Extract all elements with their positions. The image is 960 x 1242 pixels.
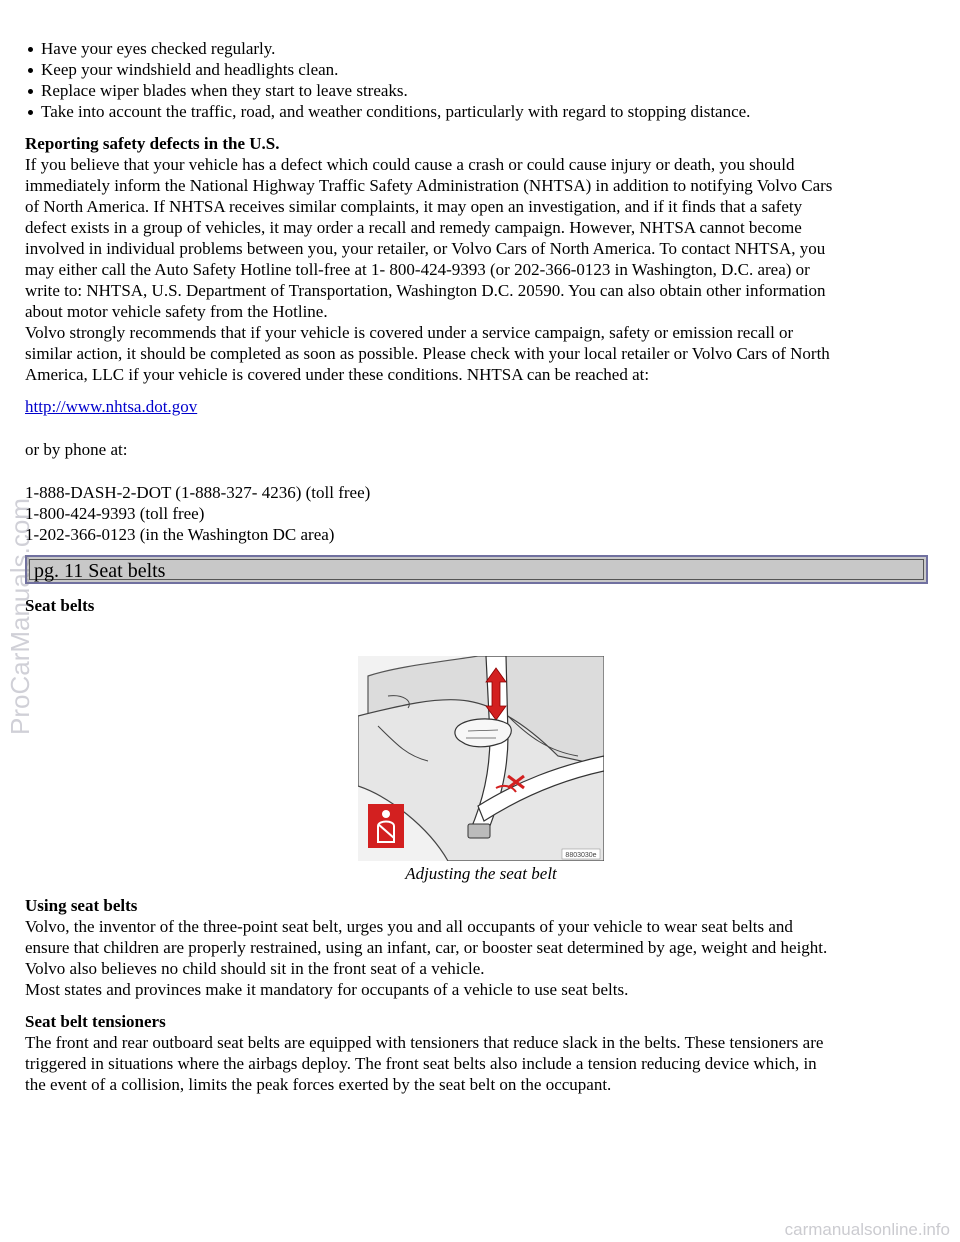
paragraph-line: immediately inform the National Highway Traffic Safety Administration (NHTSA) in addition to notifying Volvo Cars bbox=[25, 176, 833, 195]
list-item: Keep your windshield and headlights clean. bbox=[25, 59, 937, 80]
paragraph-line: defect exists in a group of vehicles, it may order a recall and remedy campaign. However, NHTSA cannot become bbox=[25, 218, 802, 237]
paragraph-line: may either call the Auto Safety Hotline toll-free at 1- 800-424-9393 (or 202-366-0123 in Washington, D.C. area) or bbox=[25, 260, 810, 279]
paragraph-line: Most states and provinces make it mandatory for occupants of a vehicle to use seat belts. bbox=[25, 980, 629, 999]
reporting-heading: Reporting safety defects in the U.S. bbox=[25, 134, 280, 153]
paragraph-line: The front and rear outboard seat belts are equipped with tensioners that reduce slack in the belts. These tensioners are bbox=[25, 1033, 824, 1052]
nhtsa-link[interactable]: http://www.nhtsa.dot.gov bbox=[25, 397, 198, 416]
paragraph-line: involved in individual problems between you, your retailer, or Volvo Cars of North America. To contact NHTSA, you bbox=[25, 239, 826, 258]
section-header-bar bbox=[25, 555, 928, 584]
paragraph-line: Volvo strongly recommends that if your vehicle is covered under a service campaign, safety or emission recall or bbox=[25, 323, 794, 342]
paragraph-line: similar action, it should be completed as soon as possible. Please check with your local retailer or Volvo Cars of North bbox=[25, 344, 830, 363]
seat-belts-heading: Seat belts bbox=[25, 596, 95, 615]
list-item: Replace wiper blades when they start to leave streaks. bbox=[25, 80, 937, 101]
bottom-watermark: carmanualsonline.info bbox=[784, 1220, 950, 1239]
paragraph-line: the event of a collision, limits the peak forces exerted by the seat belt on the occupant. bbox=[25, 1075, 612, 1094]
phone-line: 1-888-DASH-2-DOT (1-888-327- 4236) (toll free) bbox=[25, 483, 371, 502]
figure-code: 8803030e bbox=[565, 852, 597, 859]
paragraph-line: Volvo, the inventor of the three-point seat belt, urges you and all occupants of your vehicle to wear seat belts and bbox=[25, 917, 793, 936]
using-seat-belts-section bbox=[25, 895, 937, 1000]
driving-tips-list bbox=[25, 38, 937, 122]
document-page bbox=[25, 38, 937, 1095]
paragraph-line: If you believe that your vehicle has a defect which could cause a crash or could cause injury or death, you should bbox=[25, 155, 795, 174]
seat-belt-illustration bbox=[358, 656, 604, 861]
side-watermark: ProCarManuals.com bbox=[5, 498, 35, 735]
phone-intro: or by phone at: bbox=[25, 440, 128, 459]
paragraph-line: write to: NHTSA, U.S. Department of Transportation, Washington D.C. 20590. You can also obtain other information bbox=[25, 281, 826, 300]
list-item: Take into account the traffic, road, and weather conditions, particularly with regard to stopping distance. bbox=[25, 101, 937, 122]
list-item: Have your eyes checked regularly. bbox=[25, 38, 937, 59]
using-seat-belts-heading: Using seat belts bbox=[25, 896, 138, 915]
seat-belt-figure bbox=[25, 656, 937, 884]
tensioners-heading: Seat belt tensioners bbox=[25, 1012, 166, 1031]
seat-belt-warning-icon bbox=[368, 804, 404, 848]
paragraph-line: triggered in situations where the airbags deploy. The front seat belts also include a tension reducing device which, in bbox=[25, 1054, 817, 1073]
section-header-title: pg. 11 Seat belts bbox=[29, 559, 924, 580]
phone-line: 1-202-366-0123 (in the Washington DC area) bbox=[25, 525, 335, 544]
paragraph-line: about motor vehicle safety from the Hotline. bbox=[25, 302, 328, 321]
figure-caption: Adjusting the seat belt bbox=[405, 864, 557, 883]
paragraph-line: of North America. If NHTSA receives similar complaints, it may open an investigation, and if it finds that a safety bbox=[25, 197, 803, 216]
phone-line: 1-800-424-9393 (toll free) bbox=[25, 504, 205, 523]
paragraph-line: ensure that children are properly restrained, using an infant, car, or booster seat determined by age, weight and height. bbox=[25, 938, 828, 957]
paragraph-line: Volvo also believes no child should sit in the front seat of a vehicle. bbox=[25, 959, 485, 978]
paragraph-line: America, LLC if your vehicle is covered under these conditions. NHTSA can be reached at: bbox=[25, 365, 650, 384]
seat-belt-tensioners-section bbox=[25, 1011, 937, 1095]
reporting-section bbox=[25, 133, 937, 545]
